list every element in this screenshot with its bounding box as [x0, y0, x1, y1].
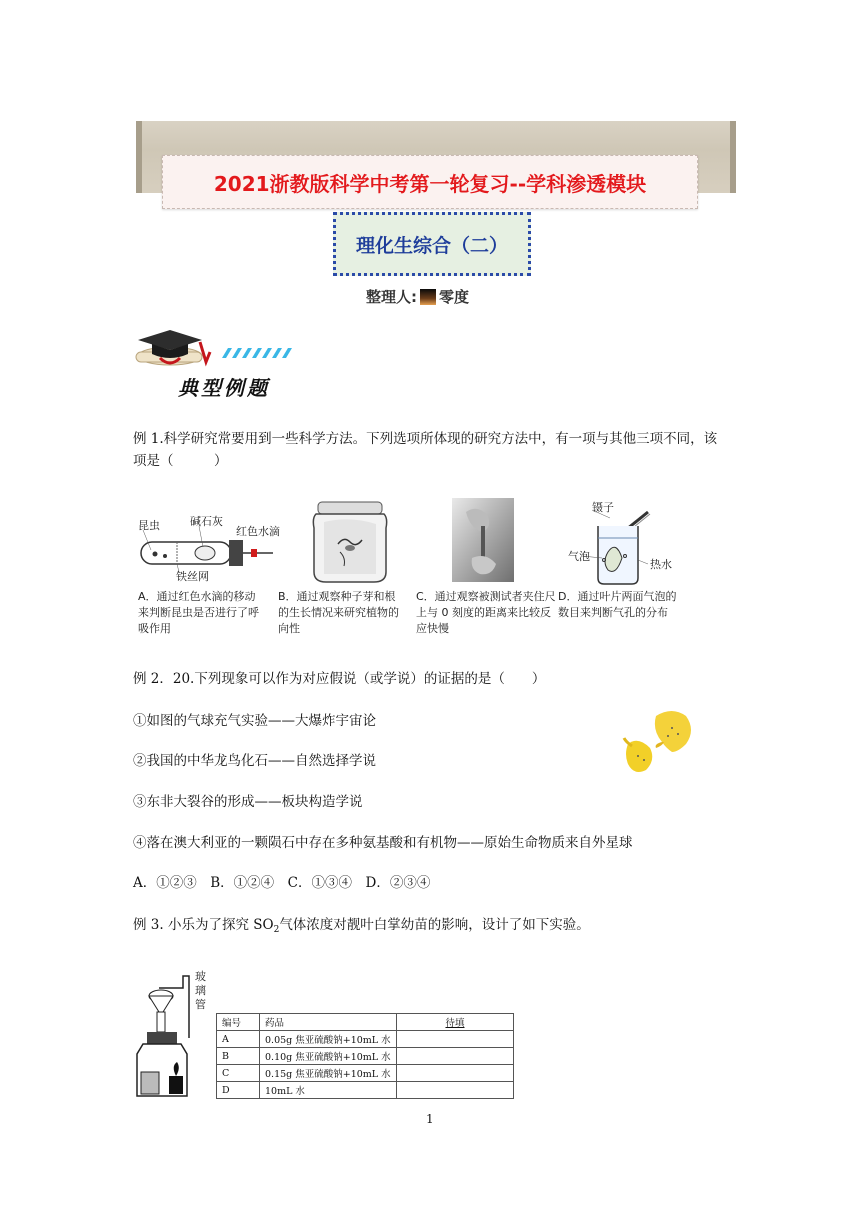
figure-d-label-tweezers: 镊子 — [592, 501, 614, 514]
q2-item-1: ①如图的气球充气实验——大爆炸宇宙论 — [133, 713, 376, 729]
table-row — [217, 1065, 514, 1082]
q2-choices: A．①②③ B．①②④ C．①③④ D．②③④ — [133, 875, 431, 891]
author-label: 整理人: — [366, 288, 417, 306]
figure-d-leaf-beaker — [562, 500, 682, 586]
figure-d-label-water: 热水 — [650, 558, 672, 571]
author-line — [366, 286, 469, 307]
figure-a-label-mesh: 铁丝网 — [176, 570, 209, 583]
document-subtitle: 理化生综合（二） — [355, 234, 508, 257]
figure-a-label-lime: 碱石灰 — [190, 515, 223, 528]
table-header-row — [217, 1014, 514, 1031]
experiment-table-container — [216, 1013, 514, 1099]
page-number: 1 — [426, 1112, 434, 1126]
figure-a-label-drop: 红色水滴 — [236, 525, 280, 538]
document-title: 2021浙教版科学中考第一轮复习--学科渗透模块 — [213, 171, 647, 196]
table-cell: 0.05g 焦亚硫酸钠+10mL 水 — [260, 1031, 397, 1048]
q3-text-after: 气体浓度对靓叶白掌幼苗的影响，设计了如下实验。 — [279, 917, 590, 933]
table-cell: 0.10g 焦亚硫酸钠+10mL 水 — [260, 1048, 397, 1065]
section-badge-label: 典型例题 — [178, 376, 270, 400]
q1-option-c: C．通过观察被测试者夹住尺上与 0 刻度的距离来比较反应快慢 — [416, 590, 556, 635]
table-header-cell: 待填 — [397, 1014, 514, 1031]
author-avatar-icon — [420, 289, 436, 305]
table-cell: B — [217, 1048, 260, 1065]
balloon-image — [622, 708, 696, 778]
table-cell — [397, 1082, 514, 1099]
table-header-cell: 药品 — [260, 1014, 397, 1031]
table-row — [217, 1082, 514, 1099]
table-cell — [397, 1048, 514, 1065]
table-cell: 0.15g 焦亚硫酸钠+10mL 水 — [260, 1065, 397, 1082]
q1-option-a: A．通过红色水滴的移动来判断昆虫是否进行了呼吸作用 — [138, 590, 259, 635]
question-2-text: 例 2．20.下列现象可以作为对应假说（或学说）的证据的是（ ） — [133, 671, 546, 687]
figure-c-ruler-drop — [452, 498, 514, 582]
title-box — [162, 155, 698, 209]
question-3-text — [133, 914, 590, 941]
glass-tube-label: 玻璃管 — [195, 970, 206, 1011]
q2-item-4: ④落在澳大利亚的一颗陨石中存在多种氨基酸和有机物——原始生命物质来自外星球 — [133, 835, 633, 851]
subtitle-box — [333, 212, 531, 276]
question-1-text: 例 1.科学研究常要用到一些科学方法。下列选项所体现的研究方法中，有一项与其他三项不同，该项是（ ） — [133, 431, 718, 469]
q2-item-2: ②我国的中华龙鸟化石——自然选择学说 — [133, 753, 376, 769]
q1-option-b: B．通过观察种子芽和根的生长情况来研究植物的向性 — [278, 590, 399, 635]
figure-a-label-insect: 昆虫 — [138, 519, 160, 532]
table-cell: A — [217, 1031, 260, 1048]
q1-option-d: D．通过叶片两面气泡的数目来判断气孔的分布 — [558, 590, 677, 619]
q3-subscript: 2 — [273, 925, 280, 935]
table-row — [217, 1031, 514, 1048]
table-header-cell: 编号 — [217, 1014, 260, 1031]
figure-b-seed-jar — [310, 498, 390, 584]
table-cell — [397, 1065, 514, 1082]
table-row — [217, 1048, 514, 1065]
q3-text-before: 例 3. 小乐为了探究 SO — [133, 917, 274, 933]
q2-item-3: ③东非大裂谷的形成——板块构造学说 — [133, 794, 363, 810]
figure-d-label-bubble: 气泡 — [568, 550, 590, 563]
experiment-table — [216, 1013, 514, 1099]
table-cell: C — [217, 1065, 260, 1082]
author-name: 零度 — [439, 288, 470, 306]
table-cell — [397, 1031, 514, 1048]
table-cell: 10mL 水 — [260, 1082, 397, 1099]
table-cell: D — [217, 1082, 260, 1099]
